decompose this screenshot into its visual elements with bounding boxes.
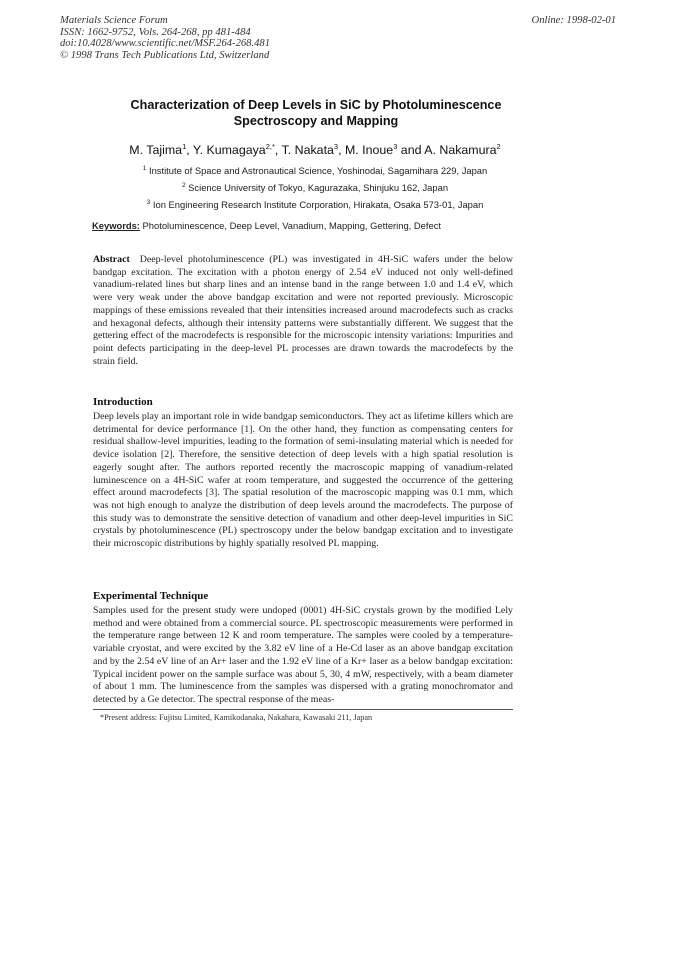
affiliation xyxy=(80,165,550,176)
introduction-paragraph: Deep levels play an important role in wide bandgap semiconductors. They act as lifetime killers which are detrimental for device performance [1]. On the other hand, they function as compensating centers for residual shallow-level impurities, leading to the formation of semi-insulating material which is needed for device isolation [2]. Therefore, the sensitive detection of deep levels with a high spatial resolution is eagerly sought after. The authors reported recently the macroscopic mapping of vanadium-related luminescence on a 4H-SiC wafer at room temperature, and suggested the occurrence of the gettering effect around macrodefects [3]. The spatial resolution of the macroscopic mapping was 0.1 mm, which was not high enough to analyze the distribution of deep levels around the macrodefects. The purpose of this study was to demonstrate the sensitive detection of vanadium and other deep-level impurities in SiC crystals by photoluminescence (PL) spectroscopy under the below bandgap excitation and to investigate their microscopic distributions by highly spatially resolved PL mapping. xyxy=(93,411,513,550)
author-and: and xyxy=(397,143,425,158)
author-affiliation-mark: 3 xyxy=(393,142,398,151)
affiliation-text: Ion Engineering Research Institute Corporation, Hirakata, Osaka 573-01, Japan xyxy=(152,199,484,211)
author-name: M. Inoue xyxy=(344,143,394,158)
author-affiliation-mark: 2,* xyxy=(265,142,275,151)
online-date: Online: 1998-02-01 xyxy=(531,15,616,26)
keywords-label: Keywords: xyxy=(92,220,140,231)
footnote: *Present address: Fujitsu Limited, Kamikodanaka, Nakahara, Kawasaki 211, Japan xyxy=(100,713,373,722)
introduction-heading: Introduction xyxy=(93,396,153,408)
abstract-text: Deep-level photoluminescence (PL) was investigated in 4H-SiC wafers under the below bandgap excitation. The excitation with a photon energy of 2.54 eV induced not only well-defined vanadium-related lines but sharp lines and an intense band in the range between 1.0 and 1.4 eV, which were very weak under the above bandgap excitation and were not reported previously. Microscopic mappings of these emissions revealed that their intensities increased around macrodefects such as cracks and hexagonal defects, although their intensity patterns were substantially different. We suggest that the gettering effect of the macrodefects is responsible for the microscopic intensity variations: Impurities and point defects participating in the deep-level PL processes are drawn towards the macrodefects by the strain field. xyxy=(93,254,513,367)
title-line-1: Characterization of Deep Levels in SiC by Photoluminescence xyxy=(130,98,502,112)
author-separator: , xyxy=(186,143,193,158)
author-separator: , xyxy=(338,143,345,158)
affiliation xyxy=(80,182,550,193)
copyright-line: © 1998 Trans Tech Publications Ltd, Switzerland xyxy=(60,49,270,61)
author-name: T. Nakata xyxy=(281,143,334,158)
paper-title xyxy=(86,97,546,129)
abstract-paragraph xyxy=(93,254,513,368)
author-affiliation-mark: 3 xyxy=(333,142,339,151)
affiliation xyxy=(80,199,550,210)
keywords-line xyxy=(92,220,592,231)
affiliation-mark: 2 xyxy=(181,182,186,189)
author-name: M. Tajima xyxy=(129,143,183,158)
experimental-heading: Experimental Technique xyxy=(93,590,209,602)
journal-name: Materials Science Forum xyxy=(60,15,168,26)
keywords-list: Photoluminescence, Deep Level, Vanadium, Mapping, Gettering, Defect xyxy=(142,220,441,231)
affiliation-text: Institute of Space and Astronautical Science, Yoshinodai, Sagamihara 229, Japan xyxy=(148,165,488,177)
publication-header xyxy=(60,15,270,61)
author-separator: , xyxy=(274,143,282,158)
author-name: A. Nakamura xyxy=(424,143,497,158)
author-affiliation-mark: 1 xyxy=(182,142,187,151)
author-list xyxy=(80,142,550,157)
issn-line: ISSN: 1662-9752, Vols. 264-268, pp 481-484 xyxy=(60,26,251,38)
affiliation-mark: 3 xyxy=(146,199,151,206)
doi-line: doi:10.4028/www.scientific.net/MSF.264-268.481 xyxy=(60,38,270,49)
abstract-label: Abstract xyxy=(93,254,130,265)
footnote-divider xyxy=(93,709,513,710)
affiliation-mark: 1 xyxy=(142,165,147,172)
affiliation-text: Science University of Tokyo, Kagurazaka, Shinjuku 162, Japan xyxy=(188,182,449,194)
title-line-2: Spectroscopy and Mapping xyxy=(233,114,399,128)
author-name: Y. Kumagaya xyxy=(192,143,266,158)
experimental-paragraph: Samples used for the present study were undoped (0001) 4H-SiC crystals grown by the modified Lely method and were obtained from a commercial source. PL spectroscopic measurements were performed in the temperature range between 12 K and room temperature. The samples were cooled by a temperature-variable cryostat, and were excited by the 3.82 eV line of a He-Cd laser as an above bandgap excitation and by the 2.54 eV line of an Ar+ laser and the 1.92 eV line of a Kr+ laser as a below bandgap excitation: Typical incident power on the sample surface was about 5, 30, 4 mW, respectively, with a beam diameter of about 1 mm. The luminescence from the samples was dispersed with a grating monochromator and detected by a Ge detector. The spectral response of the meas- xyxy=(93,605,513,705)
author-affiliation-mark: 2 xyxy=(496,142,501,151)
